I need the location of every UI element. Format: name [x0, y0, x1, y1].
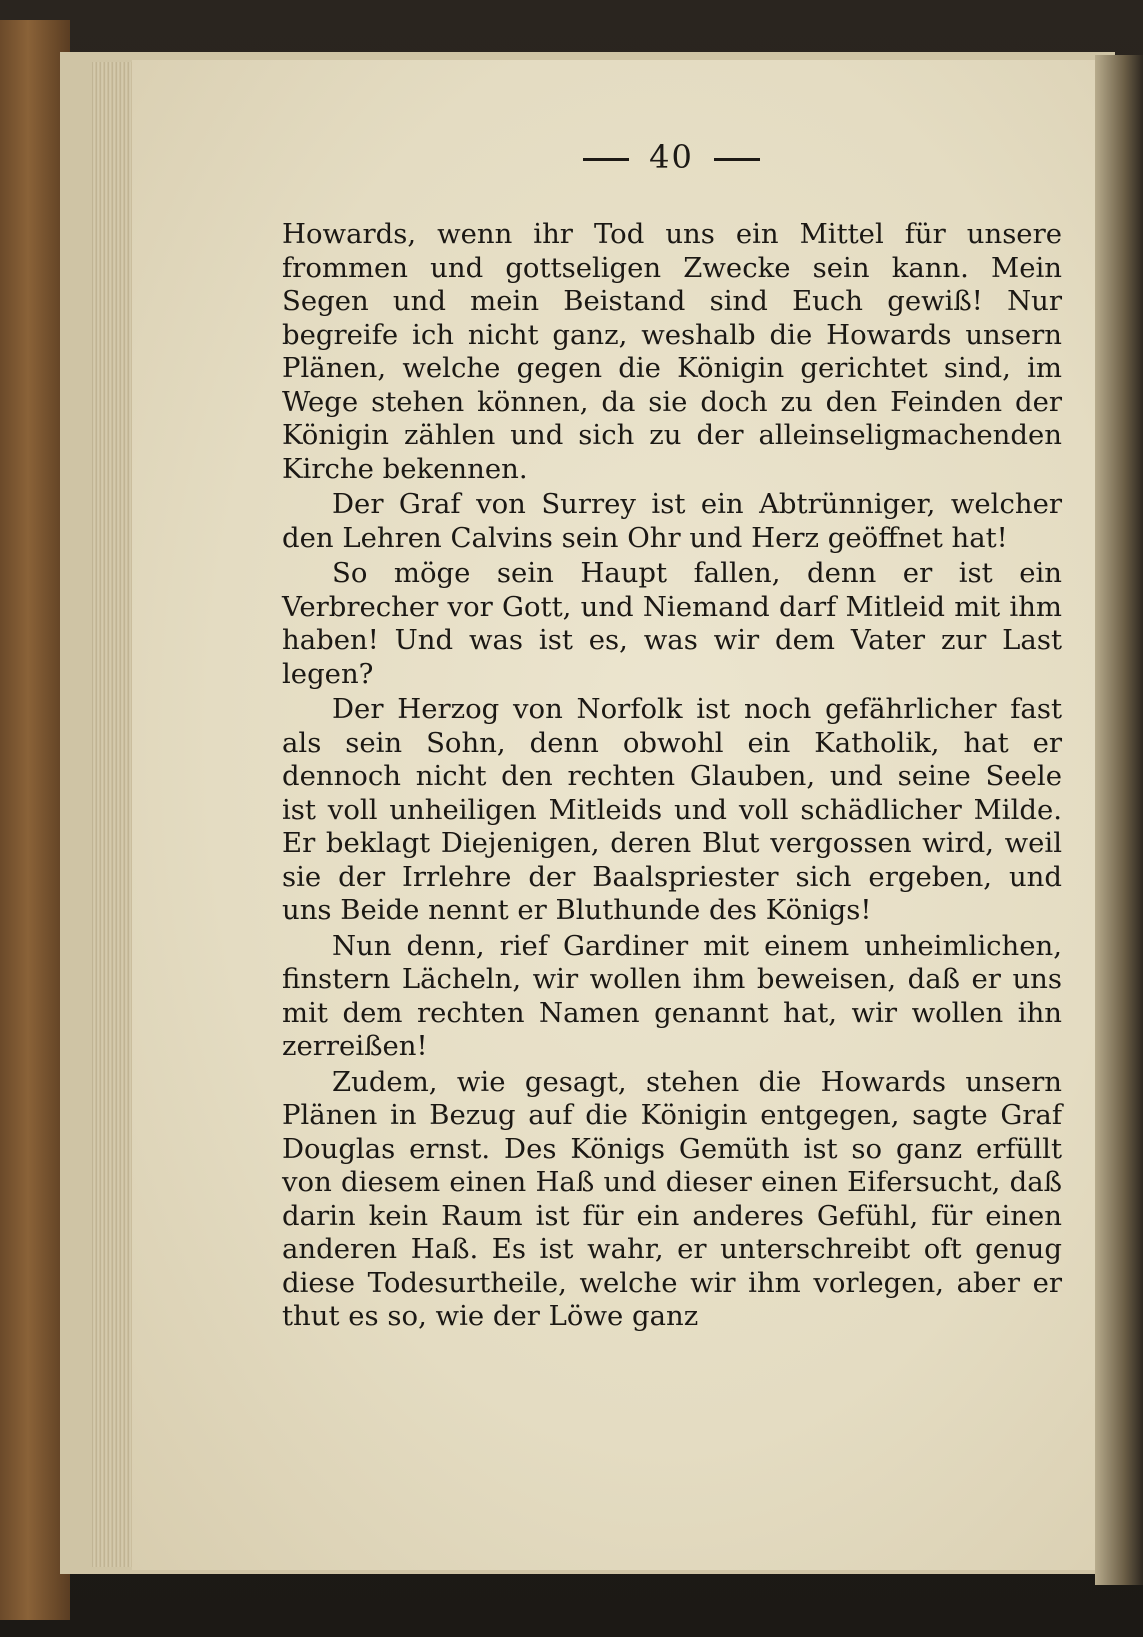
dash-right — [714, 158, 760, 161]
page-stack-edges — [92, 62, 137, 1567]
paragraph: Howards, wenn ihr Tod uns ein Mittel für unsere frommen und gottseligen Zwecke sein kann. Mein Segen und mein Beistand sind Euch gewiß! Nur begreife ich nicht ganz, weshalb die Howards unsern Plänen, welche gegen die Königin gerichtet sind, im Wege stehen können, da sie doch zu den Feinden der Königin zählen und sich zu der alleinseligmachenden Kirche bekennen. — [282, 218, 1062, 485]
page-number-header — [0, 138, 1143, 176]
paragraph: Der Herzog von Norfolk ist noch gefährlicher fast als sein Sohn, denn obwohl ein Katholik, hat er dennoch nicht den rechten Glauben, und seine Seele ist voll unheiligen Mitleids und voll schädlicher Milde. Er beklagt Diejenigen, deren Blut vergossen wird, weil sie der Irrlehre der Baalspriester sich ergeben, und uns Beide nennt er Bluthunde des Königs! — [282, 693, 1062, 926]
dash-left — [583, 158, 629, 161]
gutter-shadow — [1095, 55, 1143, 1585]
page-number: 40 — [649, 138, 694, 176]
paragraph: Zudem, wie gesagt, stehen die Howards unsern Plänen in Bezug auf die Königin entgegen, sagte Graf Douglas ernst. Des Königs Gemüth ist so ganz erfüllt von diesem einen Haß und dieser einen Eifersucht, daß darin kein Raum ist für ein anderes Gefühl, für einen anderen Haß. Es ist wahr, er unterschreibt oft genug diese Todesurtheile, welche wir ihm vorlegen, aber er thut es so, wie der Löwe ganz — [282, 1065, 1062, 1332]
paragraph: Der Graf von Surrey ist ein Abtrünniger, welcher den Lehren Calvins sein Ohr und Herz geöffnet hat! — [282, 488, 1062, 554]
paragraph: Nun denn, rief Gardiner mit einem unheimlichen, finstern Lächeln, wir wollen ihm beweisen, daß er uns mit dem rechten Namen genannt hat, wir wollen ihn zerreißen! — [282, 929, 1062, 1062]
paragraph: So möge sein Haupt fallen, denn er ist ein Verbrecher vor Gott, und Niemand darf Mitleid mit ihm haben! Und was ist es, was wir dem Vater zur Last legen? — [282, 557, 1062, 690]
body-text — [282, 218, 1062, 1336]
